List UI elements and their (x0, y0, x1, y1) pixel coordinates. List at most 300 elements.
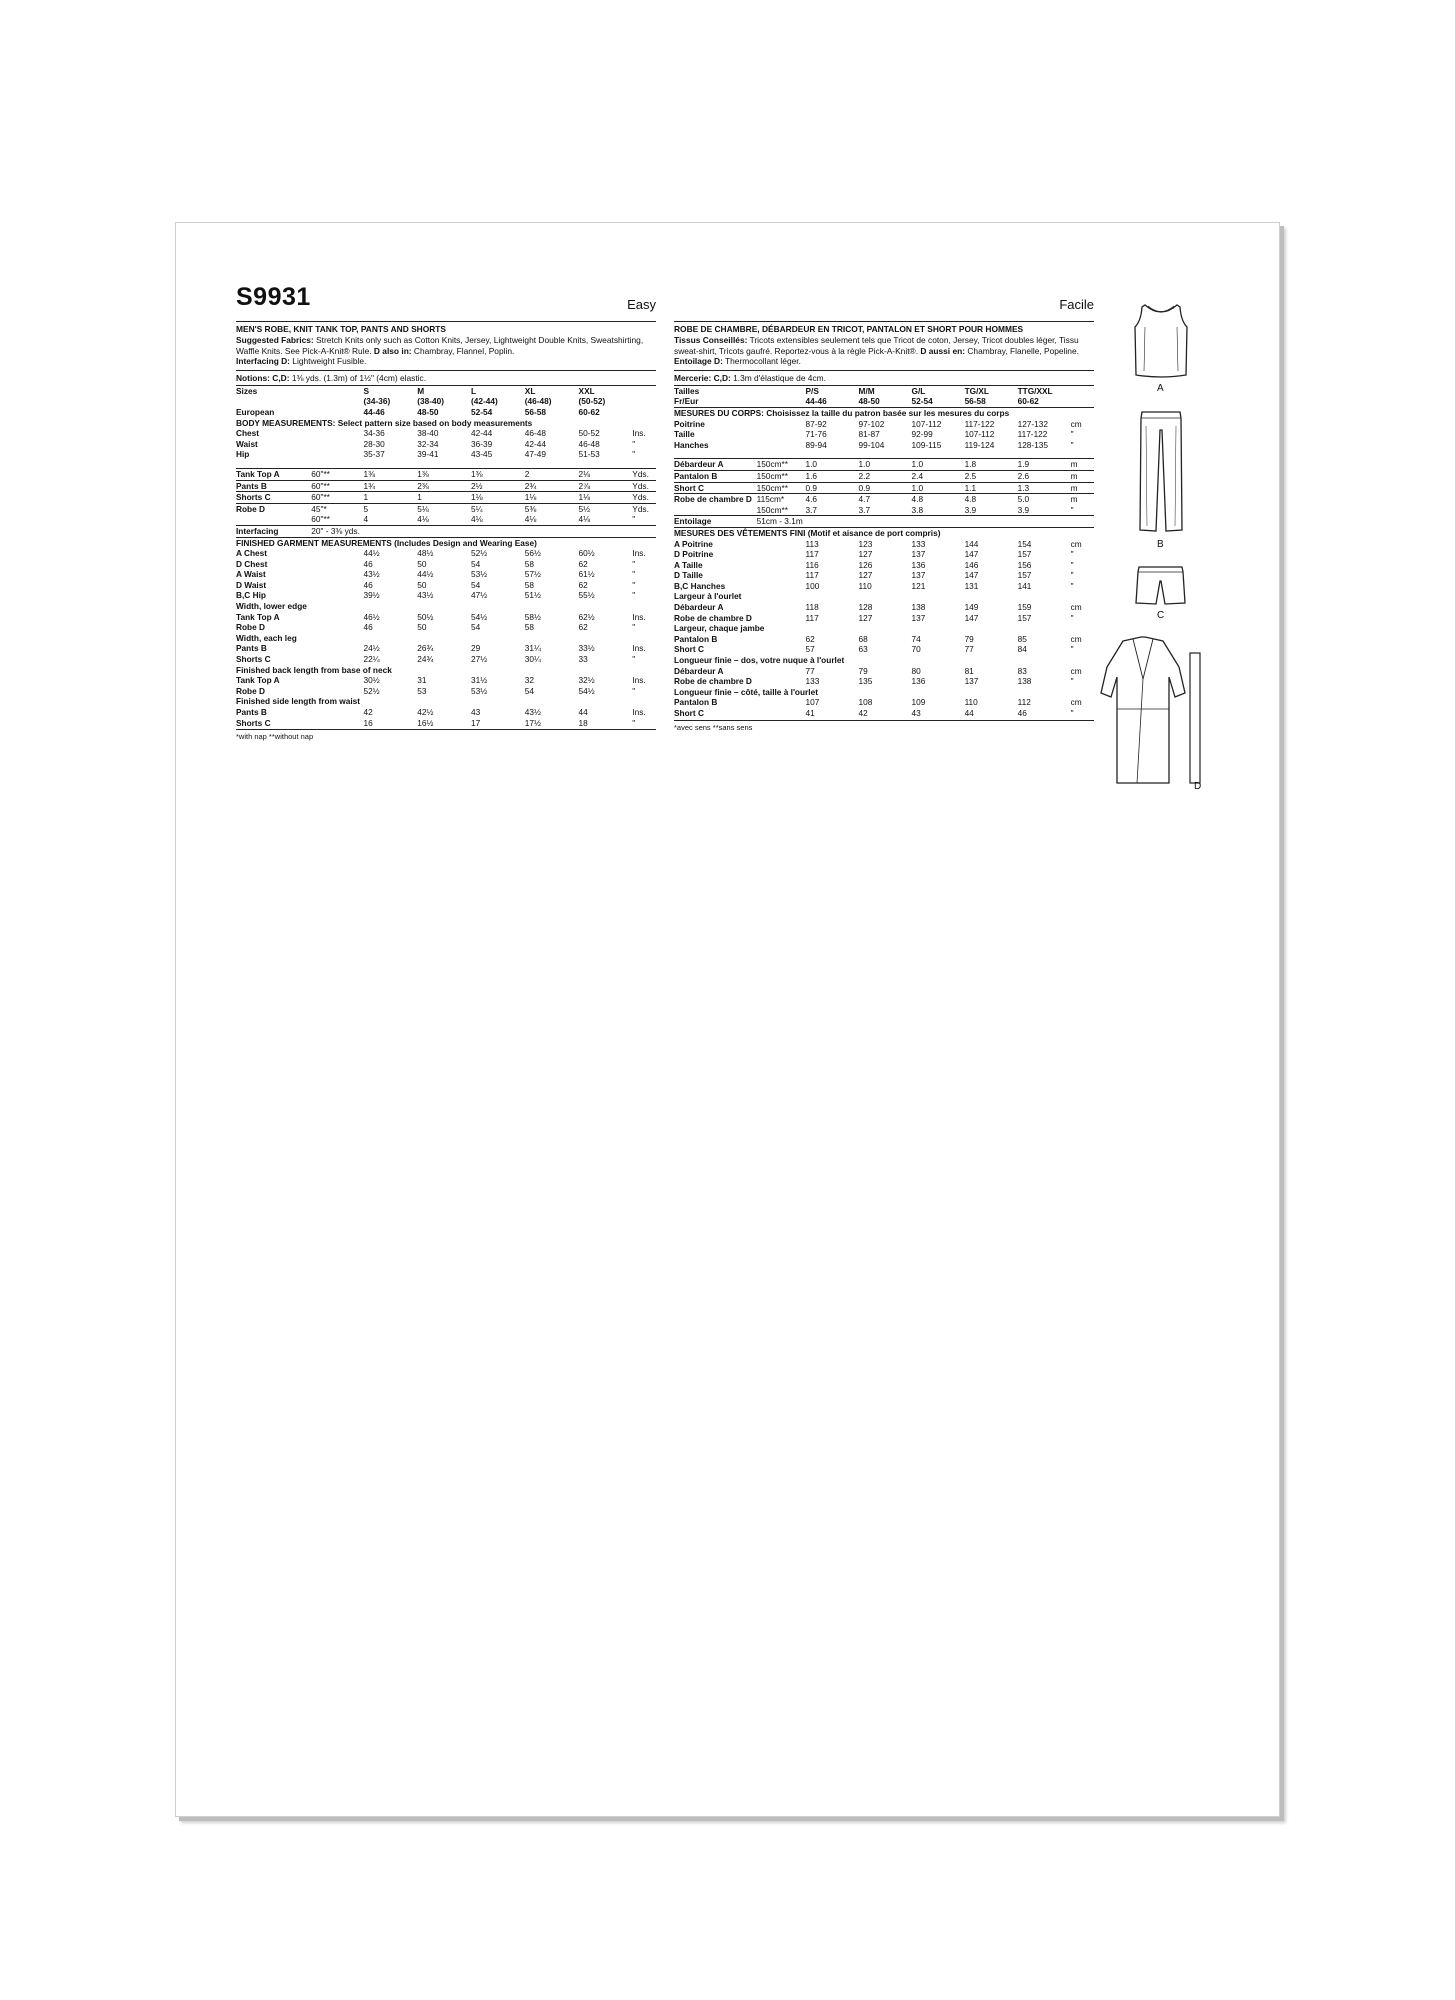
row-label: Tailles (674, 385, 757, 396)
table-cell: " (1070, 439, 1074, 450)
table-cell: 56-58 (524, 406, 547, 417)
table-row (674, 385, 1094, 396)
table-cell: 60"** (311, 468, 363, 480)
table-cell: 3.9 (1017, 504, 1030, 515)
table-row (674, 407, 1094, 418)
pattern-title: MEN'S ROBE, KNIT TANK TOP, PANTS AND SHORTS (236, 321, 656, 334)
table-cell: cm (1070, 697, 1082, 708)
table-cell: " (632, 569, 636, 580)
row-label: Short C (674, 708, 704, 718)
view-label-d: D (1194, 781, 1202, 792)
table-cell: 45"* (311, 503, 363, 514)
table-cell: M/M (859, 385, 912, 396)
row-label: A Chest (236, 548, 268, 559)
table-cell: 79 (964, 633, 974, 644)
table-cell: 46 (1017, 708, 1027, 718)
fabrics-label-fr: Tissus Conseillés: (674, 335, 748, 345)
table-cell: 147 (964, 570, 979, 581)
table-row (674, 482, 1094, 494)
robe-icon (1101, 637, 1185, 783)
table-cell: 46 (363, 558, 373, 569)
table-row (236, 548, 656, 559)
table-cell: 42-44 (524, 438, 547, 449)
table-cell: 60-62 (578, 406, 600, 417)
table-cell: 126 (858, 559, 873, 570)
table-cell: 22¼ (363, 654, 380, 665)
table-cell: 55½ (578, 590, 595, 601)
table-cell: 43½ (524, 707, 541, 717)
table-cell: 99-104 (858, 439, 885, 450)
interfacing-label-fr: Entoilage D: (674, 356, 723, 367)
table-cell: 48-50 (858, 396, 880, 407)
row-label: Fr/Eur (674, 396, 699, 407)
size-chart (236, 385, 656, 728)
row-label: Shorts C (236, 654, 271, 665)
table-cell (757, 613, 806, 624)
table-cell: 60½ (578, 548, 595, 559)
table-row (236, 696, 656, 707)
table-cell: 42 (858, 708, 868, 718)
table-cell: " (632, 590, 636, 601)
section-heading: MESURES DU CORPS: Choisissez la taille du patron basée sur les mesures du corps (674, 407, 1094, 418)
table-cell: 60"** (311, 480, 363, 492)
table-cell (757, 440, 806, 451)
table-cell: 38-40 (417, 428, 439, 439)
table-cell: " (632, 514, 636, 525)
table-cell (311, 559, 363, 570)
table-cell: 0.9 (806, 482, 859, 494)
table-cell: 0.9 (859, 482, 912, 494)
table-cell: 61½ (578, 569, 595, 580)
table-cell: 34-36 (363, 428, 385, 439)
table-cell: 44 (964, 708, 974, 718)
table-cell: 3.7 (805, 504, 818, 515)
table-row (236, 439, 656, 450)
notions-text-fr (674, 370, 1094, 385)
table-cell: Yds. (632, 492, 656, 504)
tank-top-icon (1135, 305, 1187, 377)
table-cell: 116 (805, 559, 819, 570)
row-label: Pants B (236, 707, 267, 717)
table-cell: " (632, 558, 636, 569)
table-cell: " (1070, 570, 1074, 581)
table-cell (1018, 516, 1071, 528)
table-cell: cm (1070, 633, 1082, 644)
table-cell: 35-37 (363, 449, 385, 460)
table-cell: 33½ (578, 643, 595, 654)
table-cell: 52-54 (471, 406, 493, 417)
table-cell: 31¼ (524, 643, 541, 654)
table-cell: 2.2 (859, 470, 912, 482)
table-cell: 54½ (578, 685, 595, 696)
table-cell: 74 (911, 633, 921, 644)
table-cell: 54 (471, 579, 481, 590)
table-cell: 51-53 (578, 449, 600, 460)
row-label: Entoilage (674, 516, 757, 528)
table-cell: 112 (1017, 697, 1031, 708)
table-cell: 123 (858, 538, 873, 549)
table-cell: 133 (911, 538, 926, 549)
table-cell (525, 525, 579, 537)
interfacing-value: Lightweight Fusible. (289, 356, 367, 367)
table-cell (757, 644, 806, 655)
notions-label-fr: Mercerie: C,D: (674, 372, 731, 383)
table-cell: G/L (912, 385, 965, 396)
row-label: Shorts C (236, 717, 271, 728)
table-cell (311, 569, 363, 580)
table-cell: 135 (858, 676, 873, 687)
table-cell: 5⅛ (417, 503, 471, 514)
table-cell (417, 525, 471, 537)
table-cell: 53½ (471, 569, 488, 580)
table-row (236, 449, 656, 460)
notions-text (236, 370, 656, 385)
fabrics-value-fr: Tricots extensibles seulement tels que Tricot de coton, Jersey, Tricot doubles léger, Tissu sweat-shirt, Tricots gaufré. Reportez-vous à la règle Pick-A-Knit®. (674, 335, 1079, 356)
table-cell: " (632, 717, 636, 728)
table-cell: 5 (364, 503, 418, 514)
view-a-illustration (1131, 301, 1191, 381)
table-cell (632, 396, 656, 407)
table-cell: 108 (858, 697, 873, 708)
notions-label: Notions: C,D: (236, 372, 290, 383)
table-cell: 1⅛ (579, 492, 633, 504)
table-cell: 127 (858, 549, 873, 560)
table-cell (311, 622, 363, 633)
table-cell: 62½ (578, 611, 595, 622)
table-cell: 144 (964, 538, 979, 549)
table-cell: TTG/XXL (1018, 385, 1071, 396)
fabrics-d-label: D also in: (373, 345, 412, 356)
table-cell (757, 570, 806, 581)
table-cell: " (632, 654, 636, 665)
view-label-c: C (1157, 610, 1165, 621)
table-cell: 42 (363, 707, 373, 717)
table-cell: 57½ (524, 569, 541, 580)
table-row (674, 459, 1094, 471)
table-cell: 56-58 (964, 396, 986, 407)
table-cell: 117-122 (964, 418, 995, 429)
view-label-a: A (1157, 383, 1164, 394)
table-row (674, 539, 1094, 550)
table-row (674, 708, 1094, 719)
table-cell: 84 (1017, 644, 1027, 655)
table-row (674, 591, 1094, 602)
table-cell: Ins. (632, 611, 646, 622)
table-cell: " (1070, 549, 1074, 560)
table-cell: 1 (417, 492, 471, 504)
table-row (236, 569, 656, 580)
table-cell: 147 (964, 549, 979, 560)
table-cell: 3.9 (964, 504, 977, 515)
table-cell (311, 643, 363, 654)
table-row (674, 623, 1094, 634)
table-row (236, 492, 656, 504)
table-cell (757, 581, 806, 592)
row-label: Robe D (236, 685, 266, 696)
table-cell: " (632, 438, 636, 449)
table-cell: 4⅛ (578, 514, 591, 525)
table-cell: 43½ (363, 569, 380, 580)
table-cell: 16 (363, 717, 373, 728)
table-cell: 77 (805, 665, 815, 676)
interfacing-label: Interfacing D: (236, 356, 290, 367)
fabrics-label: Suggested Fabrics: (236, 335, 314, 345)
table-cell: 58½ (524, 611, 541, 622)
table-cell: 52½ (471, 548, 488, 559)
table-cell: 32-34 (417, 438, 439, 449)
table-cell: 2⅛ (579, 468, 633, 480)
table-cell: Yds. (632, 503, 656, 514)
table-cell (311, 612, 363, 623)
row-label (236, 396, 311, 407)
row-label: Pantalon B (674, 697, 718, 708)
table-cell (757, 602, 806, 613)
english-column (236, 285, 656, 741)
table-cell: 141 (1017, 580, 1032, 591)
table-cell: 136 (911, 676, 926, 687)
table-cell (757, 549, 806, 560)
table-cell: 3.7 (858, 504, 871, 515)
table-cell: 46 (363, 622, 373, 633)
table-cell (311, 449, 363, 460)
table-row (674, 505, 1094, 516)
row-label: Robe D (236, 622, 266, 633)
table-row (236, 622, 656, 633)
table-cell (965, 516, 1018, 528)
table-cell: Ins. (632, 428, 646, 439)
table-cell: 1⅜ (364, 468, 418, 480)
table-row (236, 468, 656, 480)
table-cell: Yds. (632, 480, 656, 492)
table-cell: 149 (964, 602, 979, 613)
table-row (674, 527, 1094, 538)
table-cell: 44½ (363, 548, 380, 559)
table-cell: 133 (805, 676, 820, 687)
table-cell: 5.0 (1018, 494, 1071, 505)
table-cell: 50 (417, 558, 427, 569)
table-cell: 115cm* (757, 494, 806, 505)
spacer (236, 460, 656, 469)
table-cell: 107-112 (911, 418, 942, 429)
table-cell (757, 429, 806, 440)
table-cell: 47½ (471, 590, 488, 601)
belt-icon (1190, 653, 1200, 783)
table-row (236, 612, 656, 623)
table-cell: 110 (964, 697, 978, 708)
table-cell: 80 (911, 665, 921, 676)
table-cell (859, 516, 912, 528)
table-cell: 107-112 (964, 429, 995, 440)
table-cell: 36-39 (471, 438, 493, 449)
table-cell (757, 634, 806, 645)
table-cell (311, 707, 363, 718)
table-cell: 4.6 (806, 494, 859, 505)
fabrics-text-fr (674, 335, 1094, 367)
row-label: Tank Top A (236, 675, 280, 686)
row-label: A Taille (674, 559, 703, 570)
table-cell: 53½ (471, 685, 488, 696)
table-cell (1071, 516, 1094, 528)
pattern-code: S9931 (236, 283, 311, 311)
table-cell: 17½ (524, 717, 541, 728)
table-cell: 119-124 (964, 439, 995, 450)
table-cell: 18 (578, 717, 588, 728)
table-row (674, 570, 1094, 581)
table-cell: XXL (579, 385, 633, 396)
table-cell: 60"** (311, 492, 363, 504)
table-row (236, 654, 656, 665)
table-cell: 1.0 (806, 459, 859, 471)
table-cell: 2.4 (912, 470, 965, 482)
table-cell: 54 (524, 685, 535, 696)
table-cell: 97-102 (858, 418, 885, 429)
table-cell: 16½ (417, 717, 434, 728)
table-cell: 46-48 (578, 438, 600, 449)
row-label: Débardeur A (674, 602, 724, 613)
fabrics-text (236, 335, 656, 367)
table-row (674, 450, 1094, 459)
table-cell: 20" - 3⅜ yds. (311, 525, 363, 537)
table-cell: 50-52 (578, 428, 600, 439)
table-cell: 44½ (417, 569, 434, 580)
row-label: A Waist (236, 569, 266, 580)
row-label: Pants B (236, 480, 311, 492)
table-cell: 47-49 (524, 449, 547, 460)
row-label: Tank Top A (236, 468, 311, 480)
table-cell: 50 (417, 579, 427, 590)
table-row (674, 581, 1094, 592)
table-cell: m (1071, 459, 1094, 471)
table-cell: 39-41 (417, 449, 439, 460)
table-cell (311, 580, 363, 591)
table-cell: 1⅛ (525, 492, 579, 504)
table-cell: 117 (805, 549, 819, 560)
table-cell: 52-54 (911, 396, 933, 407)
table-cell: 1.3 (1018, 482, 1071, 494)
table-cell: cm (1070, 665, 1082, 676)
row-label: A Poitrine (674, 538, 713, 549)
view-d-illustration (1093, 633, 1213, 793)
row-label: Hip (236, 449, 250, 460)
table-cell: 3.8 (911, 504, 924, 515)
table-row (236, 559, 656, 570)
notions-value-fr: 1.3m d'élastique de 4cm. (730, 372, 826, 383)
table-cell (757, 419, 806, 430)
section-heading: MESURES DES VÊTEMENTS FINI (Motif et aisance de port compris) (674, 527, 1094, 538)
table-cell: M (417, 385, 471, 396)
table-row (674, 419, 1094, 430)
table-cell: TG/XL (965, 385, 1018, 396)
interfacing-value-fr: Thermocollant léger. (722, 356, 801, 367)
pattern-envelope-back (175, 222, 1280, 1817)
table-cell (311, 718, 363, 729)
table-cell: 109 (911, 697, 926, 708)
table-cell: 137 (911, 570, 926, 581)
subheading: Largeur à l'ourlet (674, 591, 742, 602)
table-cell (311, 439, 363, 450)
table-cell: (50-52) (578, 396, 606, 407)
table-row (674, 666, 1094, 677)
view-b-illustration (1136, 408, 1186, 538)
row-label: Pantalon B (674, 633, 718, 644)
table-row (236, 580, 656, 591)
table-cell (471, 525, 525, 537)
table-cell: Ins. (632, 707, 646, 717)
table-cell: 127-132 (1017, 418, 1049, 429)
row-label: Short C (674, 644, 704, 655)
table-row (674, 644, 1094, 655)
table-cell: (34-36) (363, 396, 391, 407)
table-cell: 29 (471, 643, 481, 654)
table-cell: 4.8 (912, 494, 965, 505)
row-label: Shorts C (236, 492, 311, 504)
table-cell: 138 (1017, 676, 1032, 687)
table-cell: L (471, 385, 525, 396)
table-cell: 33 (578, 654, 588, 665)
table-row (236, 514, 656, 525)
table-cell: 154 (1017, 538, 1032, 549)
table-cell: 2½ (471, 480, 525, 492)
fabrics-d-value: Chambray, Flannel, Poplin. (411, 345, 515, 356)
table-cell: 4⅛ (471, 514, 483, 525)
table-cell: 128-135 (1017, 439, 1049, 450)
row-label: D Poitrine (674, 549, 714, 560)
table-row (236, 537, 656, 548)
table-cell: 44-46 (805, 396, 827, 407)
table-cell: 110 (858, 580, 872, 591)
table-cell: " (632, 449, 636, 460)
table-cell: 62 (805, 633, 815, 644)
table-cell: 2.5 (965, 470, 1018, 482)
footnote: *with nap **without nap (236, 729, 656, 741)
table-cell: 100 (805, 580, 820, 591)
table-cell: 2¾ (525, 480, 579, 492)
table-cell: 1.8 (965, 459, 1018, 471)
table-row (674, 613, 1094, 624)
table-cell (757, 666, 806, 677)
table-cell: 62 (578, 579, 588, 590)
row-label: Interfacing (236, 525, 311, 537)
subheading: Largeur, chaque jambe (674, 623, 765, 634)
row-label: B,C Hanches (674, 580, 726, 591)
header-fr (674, 285, 1094, 319)
row-label: Short C (674, 482, 757, 494)
table-cell: 30¼ (524, 654, 541, 665)
table-cell: 42-44 (471, 428, 493, 439)
table-cell: 54 (471, 622, 481, 633)
table-cell: 150cm** (757, 482, 806, 494)
table-cell: 157 (1017, 549, 1032, 560)
table-cell: 131 (964, 580, 979, 591)
table-cell: 1.9 (1018, 459, 1071, 471)
table-cell: 146 (964, 559, 979, 570)
table-cell: 30½ (363, 675, 380, 686)
table-cell: 31 (417, 675, 427, 686)
table-cell (579, 525, 633, 537)
table-row (236, 686, 656, 697)
table-cell (632, 385, 656, 396)
spacer (674, 450, 1094, 459)
table-cell: 127 (858, 612, 873, 623)
table-cell: 57 (805, 644, 815, 655)
table-cell: " (1070, 504, 1074, 515)
table-cell: 1 (364, 492, 418, 504)
table-cell: 31½ (471, 675, 488, 686)
table-row (236, 590, 656, 601)
table-cell: 117-122 (1017, 429, 1048, 440)
table-cell: 4.8 (965, 494, 1018, 505)
table-row (674, 516, 1094, 528)
